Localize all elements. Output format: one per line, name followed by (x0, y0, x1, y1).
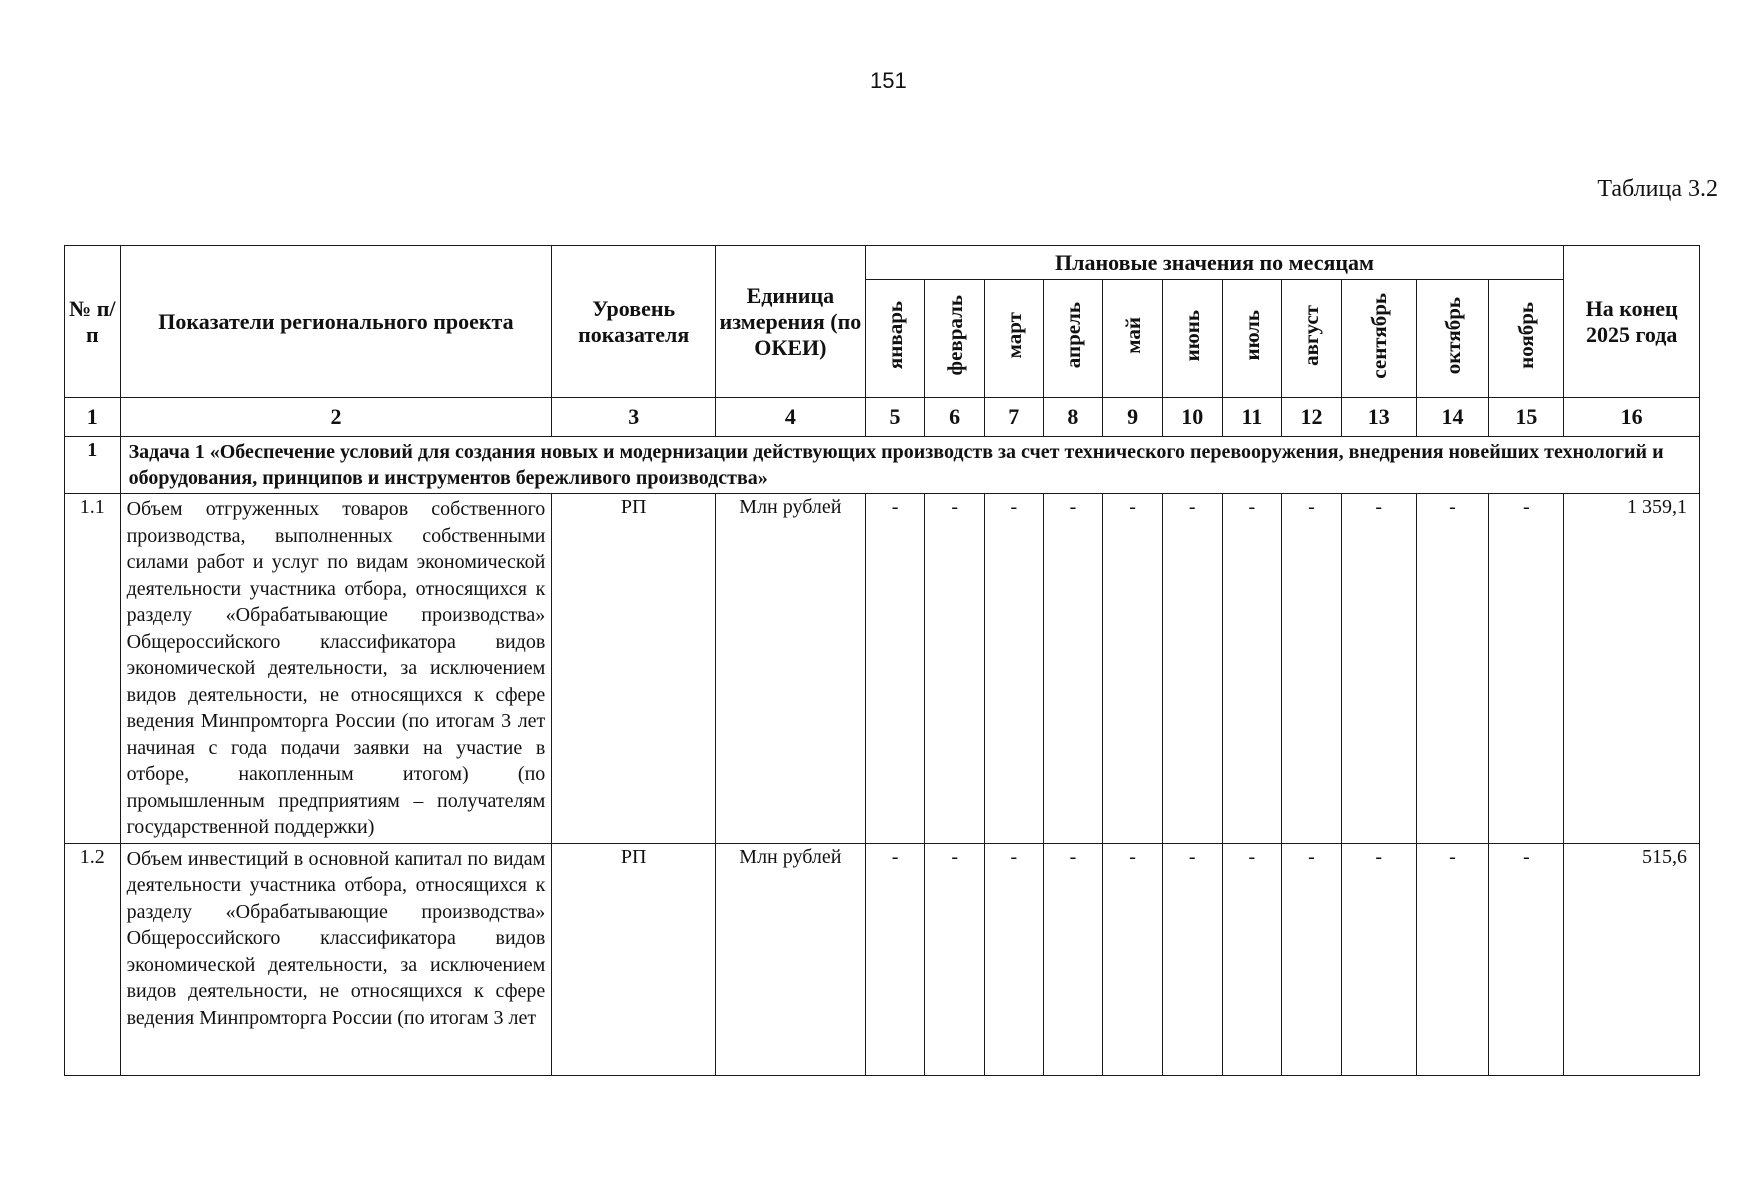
indicators-table (64, 245, 1700, 1076)
row-monthly-value: - (925, 843, 985, 1075)
column-number: 9 (1103, 398, 1163, 437)
row-monthly-value: - (865, 494, 925, 844)
column-number: 1 (65, 398, 121, 437)
column-number: 3 (552, 398, 716, 437)
table-row (65, 843, 1700, 1075)
month-label: апрель (1060, 302, 1085, 369)
column-number: 5 (865, 398, 925, 437)
task-number: 1 (65, 437, 121, 494)
month-label: ноябрь (1514, 302, 1539, 369)
row-level: РП (552, 843, 716, 1075)
column-number: 8 (1043, 398, 1103, 437)
row-monthly-value: - (925, 494, 985, 844)
page-number: 151 (870, 68, 907, 93)
row-monthly-value: - (1043, 843, 1103, 1075)
month-label: февраль (942, 295, 967, 376)
column-number: 13 (1341, 398, 1416, 437)
header-month (1222, 280, 1282, 398)
row-monthly-value: - (1222, 494, 1282, 844)
row-monthly-value: - (1222, 843, 1282, 1075)
column-number: 12 (1282, 398, 1342, 437)
task-text: Задача 1 «Обеспечение условий для создания новых и модернизации действующих производств за счет технического перевооружения, внедрения новейших технологий и оборудования, принципов и инструментов бережливого производства» (120, 437, 1699, 494)
row-monthly-value: - (1416, 494, 1489, 844)
row-monthly-value: - (1282, 494, 1342, 844)
row-monthly-value: - (1162, 494, 1222, 844)
column-number: 7 (984, 398, 1043, 437)
row-monthly-value: - (984, 843, 1043, 1075)
row-monthly-value: - (1103, 843, 1163, 1075)
column-number: 10 (1162, 398, 1222, 437)
month-label: октябрь (1440, 296, 1465, 375)
month-label: сентябрь (1366, 292, 1391, 379)
month-label: июнь (1180, 309, 1205, 362)
column-number: 11 (1222, 398, 1282, 437)
header-month (1341, 280, 1416, 398)
row-monthly-value: - (1416, 843, 1489, 1075)
header-unit: Единица измерения (по ОКЕИ) (716, 246, 866, 398)
column-number: 15 (1489, 398, 1564, 437)
header-end-value: На конец 2025 года (1564, 246, 1700, 398)
row-monthly-value: - (984, 494, 1043, 844)
column-number-row (65, 398, 1700, 437)
row-monthly-value: - (1341, 843, 1416, 1075)
row-indicator: Объем инвестиций в основной капитал по видам деятельности участника отбора, относящихся к разделу «Обрабатывающие производства» Общероссийского классификатора видов экономической деятельности, за исключением видов деятельности, не относящихся к сфере ведения Минпромторга России (по итогам 3 лет (120, 843, 552, 1075)
month-label: март (1001, 312, 1026, 359)
column-number: 2 (120, 398, 552, 437)
row-monthly-value: - (1162, 843, 1222, 1075)
row-number: 1.1 (65, 494, 121, 844)
table-caption: Таблица 3.2 (1597, 176, 1718, 202)
header-monthly-group: Плановые значения по месяцам (865, 246, 1564, 280)
row-unit: Млн рублей (716, 494, 866, 844)
header-month (1489, 280, 1564, 398)
row-monthly-value: - (1489, 843, 1564, 1075)
header-num: № п/п (65, 246, 121, 398)
month-label: май (1120, 317, 1145, 354)
row-monthly-value: - (1103, 494, 1163, 844)
row-end-value: 515,6 (1564, 843, 1700, 1075)
task-row (65, 437, 1700, 494)
header-indicator: Показатели регионального проекта (120, 246, 552, 398)
row-monthly-value: - (1282, 843, 1342, 1075)
month-label: август (1299, 305, 1324, 366)
row-monthly-value: - (1341, 494, 1416, 844)
header-level: Уровень показателя (552, 246, 716, 398)
header-month (925, 280, 985, 398)
row-number: 1.2 (65, 843, 121, 1075)
header-month (1162, 280, 1222, 398)
header-month (865, 280, 925, 398)
row-end-value: 1 359,1 (1564, 494, 1700, 844)
column-number: 16 (1564, 398, 1700, 437)
row-level: РП (552, 494, 716, 844)
row-monthly-value: - (1043, 494, 1103, 844)
column-number: 4 (716, 398, 866, 437)
header-month (1103, 280, 1163, 398)
header-month (984, 280, 1043, 398)
header-row-1 (65, 246, 1700, 280)
month-label: январь (883, 301, 908, 370)
column-number: 14 (1416, 398, 1489, 437)
row-indicator: Объем отгруженных товаров собственного производства, выполненных собственными силами работ и услуг по видам экономической деятельности участника отбора, относящихся к разделу «Обрабатывающие производства» Общероссийского классификатора видов экономической деятельности, за исключением видов деятельности, не относящихся к сфере ведения Минпромторга России (по итогам 3 лет начиная с года подачи заявки на участие в отборе, накопленным итогом) (по промышленным предприятиям – получателям государственной поддержки) (120, 494, 552, 844)
row-monthly-value: - (1489, 494, 1564, 844)
row-monthly-value: - (865, 843, 925, 1075)
month-label: июль (1239, 310, 1264, 361)
table-row (65, 494, 1700, 844)
column-number: 6 (925, 398, 985, 437)
header-month (1043, 280, 1103, 398)
header-month (1416, 280, 1489, 398)
header-month (1282, 280, 1342, 398)
row-unit: Млн рублей (716, 843, 866, 1075)
